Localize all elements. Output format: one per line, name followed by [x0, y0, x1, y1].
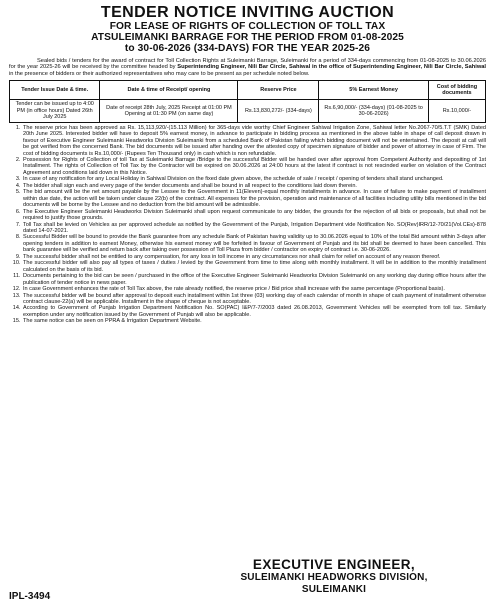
- notice-title: TENDER NOTICE INVITING AUCTION: [100, 4, 395, 21]
- header-receipt-opening: Date & time of Receipt/ opening: [100, 80, 238, 99]
- condition-item: 6. The Executive Engineer Suleimanki Headworks Division Suleimanki shall upon request communicate to any bidder, the grounds for the rejection of all bids or proposals, but shall not be required to justify those grounds.: [22, 209, 486, 222]
- schedule-table: [9, 80, 486, 123]
- condition-item: 13. The successful bidder will be bound after approval to deposit each installment within 1st three (03) working day of each calendar of month in shape of cash payment of installment otherwise contract clause-22(a) will be applicable. Installment in the shape of cheque is not acceptable.: [22, 293, 486, 306]
- subtitle-line-2: ATSULEIMANKI BARRAGE FOR THE PERIOD FROM 01-08-2025: [91, 32, 404, 44]
- condition-item: 5. The bid amount will be the net amount payable by the Lessee to the Government in 11(Eleven)-equal monthly installments in advance. In case of failure to make payment of installment within due date, the action will be taken under clause 22(b) of the contract. All expenses for the provision, operation and maintenance of all facilities including utility bills mentioned in the bid documents will be borne by the Lessee and no deduction from the bid amount will be admissible.: [22, 189, 486, 208]
- condition-item: 1. The reserve price has been approved as Rs. 15,113,920/-(15.113 Million) for 365-days vide worthy Chief Engineer Sahiwal Irrigation Zone, Sahiwal letter No.2067-70/5.T.T (SMK) Dated 20th June 2025. Interested bidder will have to deposit 5% earnest money, in advance to participate in bidding process as mentioned in the above table in shape of call deposit drawn in favour of Executive Engineer Suleimanki Headworks Division Suleimanki from a scheduled Bank of Pakistan failing which bidding document will not be entertained. The deposit at call will be got verified from the concerned Bank. The bid documents will be issued after handing over the attested copy of specimen signature of bidder and power of attorney in case of Firm. The cost of bidding documents is Rs.10,000/- (Rupees Ten Thousand only) in cash which is non refundable.: [22, 125, 486, 157]
- condition-item: 11. Documents pertaining to the bid can be seen / purchased in the office of the Executive Engineer Suleimanki Headworks Division Suleimanki on any working day during office hours after the publication of tender notice in news paper.: [22, 273, 486, 286]
- ipl-number: IPL-3494: [9, 591, 51, 602]
- signatory-division: SULEIMANKI HEADWORKS DIVISION,: [240, 572, 428, 583]
- header-cost-documents: Cost of bidding documents: [428, 80, 485, 99]
- intro-bold-text: Superintending Engineer, Nili Bar Circle, Sahiwal in the office of Superintending Engineer, Nili Bar Circle, Sahiwal: [177, 64, 486, 71]
- notice-footer: [9, 557, 486, 605]
- header-earnest-money: 5% Earnest Money: [319, 80, 428, 99]
- condition-item: 4. The bidder shall sign each and every page of the tender documents and shall be bound in all respect to the conditions laid down therein.: [22, 183, 486, 189]
- signature-block: [184, 557, 484, 596]
- condition-item: 12. In case Government enhances the rate of Toll Tax above, the rate already notified, the reserve price / Bid price shall increase with the same percentage (Proportional basis).: [22, 286, 486, 292]
- subtitle-line-3: to 30-06-2026 (334-DAYS) FOR THE YEAR 2025-26: [124, 43, 371, 55]
- condition-item: 2. Possession for Rights of Collection of toll Tax at Suleimanki Barrage /Bridge to the successful Bidder will be handed over after approval from Competent Authority and depositing of 1st Installment. The rights of Collection of Toll Tax by the Contractor will be expired on 30.06.2026 at 24:00 hours at the latest if contract is not rescinded earlier on violation of the Contract Agreement and conditions laid down in this Notice.: [22, 157, 486, 176]
- cell-earnest-money: Rs.6,90,000/- (334-days) (01-08-2025 to 30-06-2026): [319, 99, 428, 122]
- condition-item: 9. The successful bidder shall not be entitled to any compensation, for any loss in toll income in any circumstances nor shall claim for relief on account of any reason thereof.: [22, 254, 486, 260]
- table-header-row: [10, 80, 486, 99]
- table-row: [10, 99, 486, 122]
- condition-item: 8. Successful Bidder will be bound to provide the Bank guarantee from any schedule Bank of Pakistan having validity up to 30.06.2026 equal to 10% of the total Bid amount within 3-days after opening tenders in addition to earnest Money, otherwise his earnest money will be forfeited in favour of Government of Punjab and its bid shall be deemed to have been cancelled. This bank guarantee will be verified and return back after taking over possession of Toll Plaza from bidder / contractor on expiry of contract i.e. 30-06-2026.: [22, 234, 486, 253]
- conditions-list: [9, 125, 486, 325]
- cell-reserve-price: Rs.13,830,272/- (334-days): [238, 99, 319, 122]
- cell-cost-documents: Rs.10,000/-: [428, 99, 485, 122]
- cell-issue-date: Tender can be issued up to 4:00 PM (in office hours) Dated 26th July 2025: [10, 99, 100, 122]
- condition-item: 3. In case of any notification for any Local Holiday in Sahiwal Division on the fixed date given above, the schedule of sale / receipt / opening of tenders shall stand unchanged.: [22, 176, 486, 182]
- condition-item: 7. Toll Tax shall be levied on Vehicles as per approved schedule as notified by the Government of the Punjab, Irrigation Department vide Notification No. SO(Rev)IRR/12-70/21(Vol.CEs)-878 dated 14-07-2021.: [22, 222, 486, 235]
- signatory-title: EXECUTIVE ENGINEER,: [252, 557, 416, 572]
- condition-item: 10. The successful bidder will also pay all types of taxes / duties / levied by the Government from time to time along with monthly installment. It will be in addition to the monthly installment calculated on the basis of its bid.: [22, 260, 486, 273]
- subtitle-line-1: FOR LEASE OF RIGHTS OF COLLECTION OF TOLL TAX: [109, 21, 386, 32]
- intro-text-1: Sealed bids / tenders for the award of contract for Toll Collection Rights at Suleimanki Barrage, Suleimanki for a period of 334-days commencing from 01-08-2025 to 30.06.2026 for the year 2025-26 will be received by the committee headed by: [9, 57, 486, 71]
- condition-item: 15. The same notice can be seen on PPRA & Irrigation Department Website.: [22, 318, 486, 324]
- intro-paragraph: [9, 58, 486, 78]
- header-reserve-price: Reserve Price: [238, 80, 319, 99]
- header-issue-date: Tender Issue Date & time.: [10, 80, 100, 99]
- condition-item: 14. According to Government of Punjab Irrigation Department Notification No. SO(PAC) I&P/7-7/2003 dated 26.08.2013, Government Vehicles will be exempted from toll tax. Similarly exemption under any notification issued by the Government of Punjab will also be applicable.: [22, 305, 486, 318]
- intro-text-2: in the presence of bidders or their authorized representatives who may care to be present as per schedule noted below.: [9, 71, 310, 78]
- cell-receipt-opening: Date of receipt 28th July, 2025 Receipt at 01:00 PM Opening at 01:30 PM (on same day): [100, 99, 238, 122]
- signatory-location: SULEIMANKI: [301, 584, 367, 595]
